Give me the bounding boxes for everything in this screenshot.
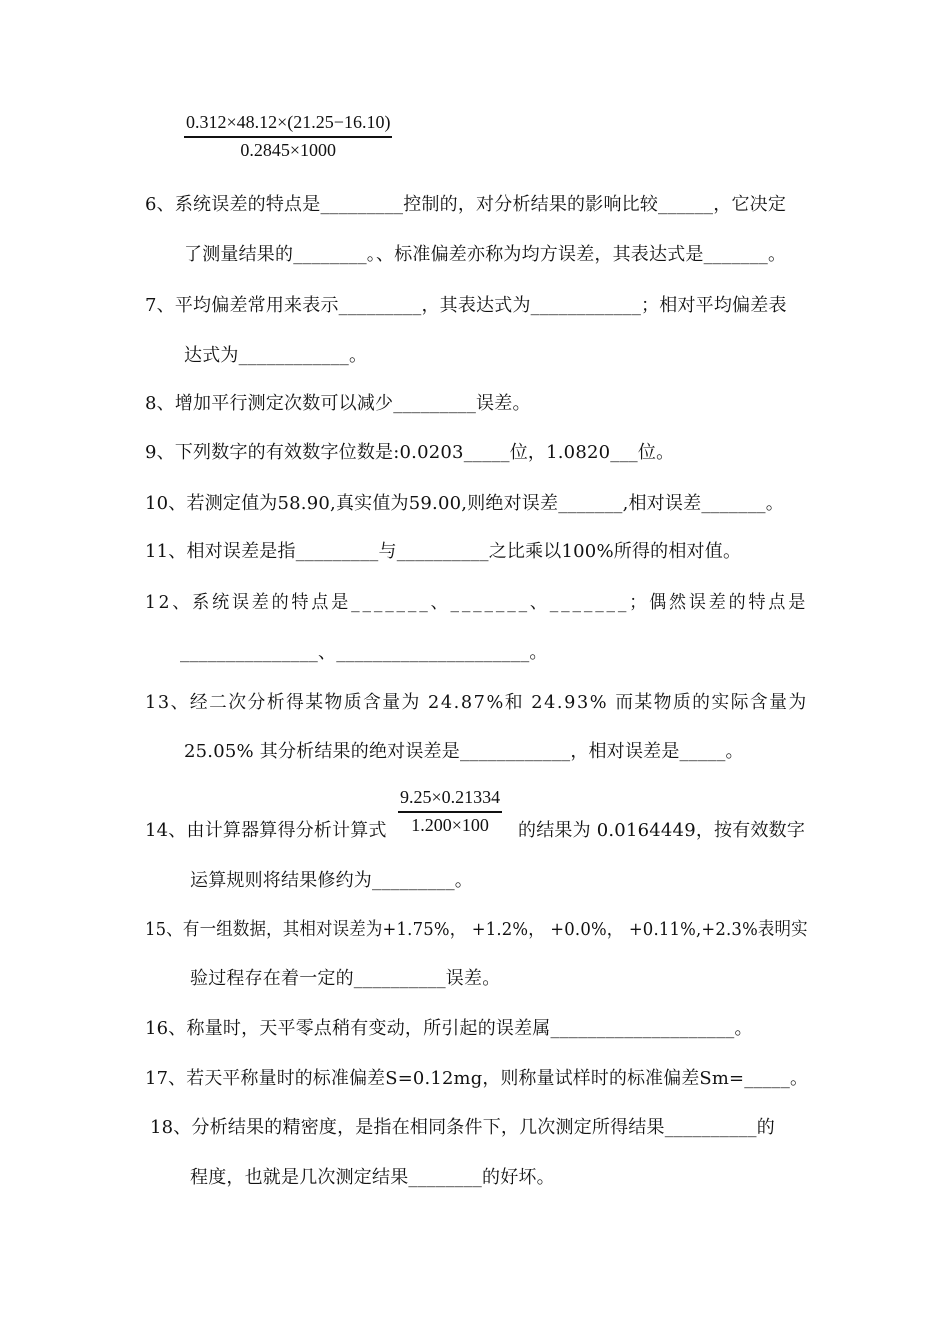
q9: 9、下列数字的有效数字位数是:0.0203_____位，1.0820___位。 — [145, 442, 675, 463]
q10: 10、若测定值为58.90,真实值为59.00,则绝对误差_______,相对误差_______。 — [145, 493, 784, 514]
q14-suffix: 的结果为 0.0164449，按有效数字 — [518, 820, 806, 841]
formula-top — [184, 112, 392, 161]
q14-line2: 运算规则将结果修约为_________。 — [190, 870, 473, 891]
q13-line2: 25.05% 其分析结果的绝对误差是____________，相对误差是_____。 — [184, 741, 744, 762]
q14-denominator: 1.200×100 — [411, 814, 489, 835]
q8: 8、增加平行测定次数可以减少_________误差。 — [145, 393, 531, 414]
q15-line1: 15、有一组数据，其相对误差为+1.75%， +1.2%， +0.0%， +0.11%,+2.3%表明实 — [145, 919, 808, 940]
q14-numerator: 9.25×0.21334 — [400, 787, 501, 807]
q16: 16、称量时，天平零点稍有变动，所引起的误差属____________________。 — [145, 1018, 753, 1039]
q11: 11、相对误差是指_________与__________之比乘以100%所得的相对值。 — [145, 541, 742, 562]
q13-line1: 13、经二次分析得某物质含量为 24.87%和 24.93% 而某物质的实际含量为 — [145, 692, 808, 713]
q7-line2: 达式为____________。 — [184, 345, 368, 366]
formula-numerator: 0.312×48.12×(21.25−16.10) — [186, 112, 391, 132]
q15-line2: 验过程存在着一定的__________误差。 — [190, 968, 501, 989]
q6-line2: 了测量结果的________。、标准偏差亦称为均方误差，其表达式是_______。 — [184, 244, 787, 265]
formula-denominator: 0.2845×1000 — [240, 139, 337, 160]
q17: 17、若天平称量时的标准偏差S=0.12mg，则称量试样时的标准偏差Sm=_____。 — [145, 1068, 809, 1089]
q14-prefix: 14、由计算器算得分析计算式 — [145, 820, 387, 841]
q12-line2: _______________、_____________________。 — [180, 642, 548, 663]
q12-line1: 12、系统误差的特点是_______、_______、_______；偶然误差的特点是 — [145, 592, 809, 613]
q18-line1: 18、分析结果的精密度，是指在相同条件下，几次测定所得结果__________的 — [150, 1117, 775, 1138]
q7-line1: 7、平均偏差常用来表示_________，其表达式为____________；相对平均偏差表 — [145, 295, 787, 316]
q18-line2: 程度，也就是几次测定结果________的好坏。 — [190, 1167, 555, 1188]
q14-formula — [398, 787, 502, 836]
q6-line1: 6、系统误差的特点是_________控制的，对分析结果的影响比较______，它决定 — [145, 194, 787, 215]
